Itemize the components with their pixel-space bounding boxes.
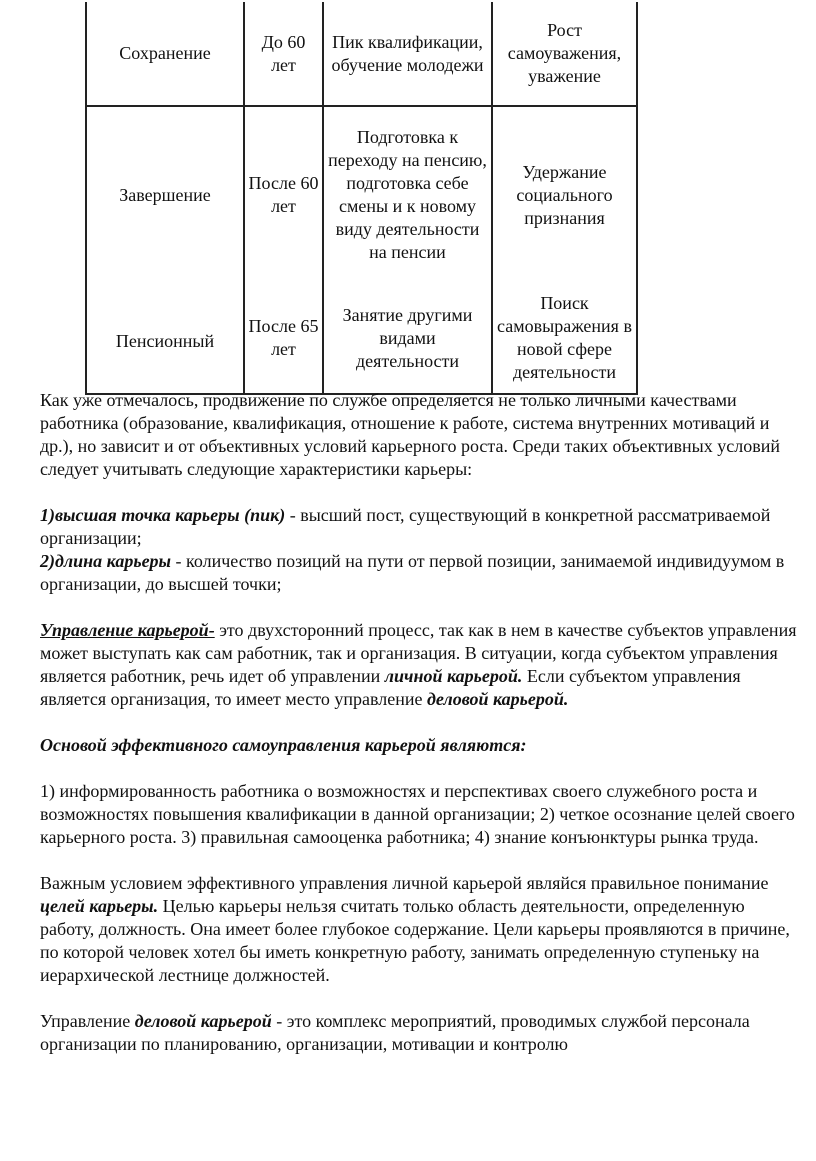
- intro-paragraph: Как уже отмечалось, продвижение по службе определяется не только личными качествами работника (образование, квалификация, отношение к работе, система внутренних мотиваций и др.), но зависит и от объективных условий карьерного роста. Среди таких объективных условий следует учитывать следующие характеристики карьеры:: [40, 390, 780, 479]
- term-career-goals: целей карьеры.: [40, 896, 159, 916]
- needs-cell: Поиск самовыражения в новой сфере деятельности: [492, 283, 637, 394]
- term-business-career-management: деловой карьерой: [134, 1011, 272, 1031]
- needs-cell: Рост самоуважения, уважение: [492, 2, 637, 106]
- stage-cell: Завершение: [86, 106, 244, 283]
- business-text: Управление: [40, 1011, 135, 1031]
- goals-text: Важным условием эффективного управления личной карьерой являйся правильное понимание: [40, 873, 769, 893]
- business-text: - это комплекс мероприятий, проводимых службой персонала организации по планированию, организации, мотивации и контролю: [40, 1011, 750, 1054]
- characteristic-item-peak: [40, 504, 800, 550]
- mgmt-text: это двухсторонний процесс, так как в нем в качестве субъектов управления может выступать как сам работник, так и организация. В ситуации, когда субъектом управления является работник, речь идет об управлении: [40, 620, 797, 686]
- age-cell: После 65 лет: [244, 283, 323, 394]
- term-business-career: деловой карьерой.: [426, 689, 569, 709]
- career-stages-table: [85, 2, 638, 395]
- term-peak: 1)высшая точка карьеры (пик): [40, 505, 286, 525]
- table-row: [86, 2, 637, 106]
- term-career-management: Управление карьерой-: [40, 620, 215, 640]
- table-row: [86, 106, 637, 283]
- age-cell: После 60 лет: [244, 106, 323, 283]
- career-management-paragraph: [40, 619, 800, 711]
- tasks-cell: Подготовка к переходу на пенсию, подготовка себе смены и к новому виду деятельности на пенсии: [323, 106, 492, 283]
- career-goals-paragraph: [40, 872, 800, 987]
- term-length: 2)длина карьеры: [40, 551, 172, 571]
- needs-cell: Удержание социального признания: [492, 106, 637, 283]
- tasks-cell: Пик квалификации, обучение молодежи: [323, 2, 492, 106]
- age-cell: До 60 лет: [244, 2, 323, 106]
- characteristic-item-length: [40, 550, 800, 596]
- stage-cell: Сохранение: [86, 2, 244, 106]
- stage-cell: Пенсионный: [86, 283, 244, 394]
- term-personal-career: личной карьерой.: [384, 666, 523, 686]
- goals-text: Целью карьеры нельзя считать только область деятельности, определенную работу, должность. Она имеет более глубокое содержание. Цели карьеры проявляются в причине, по которой человек хотел бы иметь конкретную работу, занимать определенную ступеньку на иерархической лестнице должностей.: [40, 896, 790, 985]
- tasks-cell: Занятие другими видами деятельности: [323, 283, 492, 394]
- basis-heading: Основой эффективного самоуправления карьерой являются:: [40, 735, 527, 755]
- definition-length: - количество позиций на пути от первой позиции, занимаемой индивидуумом в организации, до высшей точки;: [40, 551, 785, 594]
- table-row: [86, 283, 637, 394]
- mgmt-text: Если субъектом управления является организация, то имеет место управление: [40, 666, 741, 709]
- basis-list: 1) информированность работника о возможностях и перспективах своего служебного роста и возможностях повышения квалификации в данной организации; 2) четкое осознание целей своего карьерного роста. 3) правильная самооценка работника; 4) знание конъюнктуры рынка труда.: [40, 781, 795, 847]
- body-text: [40, 389, 800, 1056]
- definition-peak: - высший пост, существующий в конкретной рассматриваемой организации;: [40, 505, 771, 548]
- business-career-paragraph: [40, 1010, 800, 1056]
